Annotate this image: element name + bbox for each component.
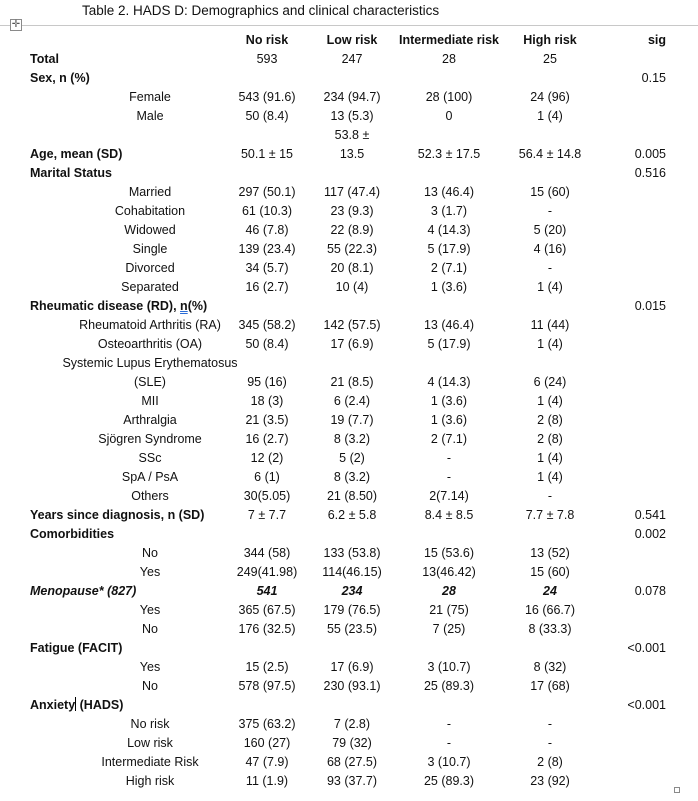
- row-label-part: (HADS): [76, 698, 124, 712]
- cell-intermediate-risk: 2 (7.1): [430, 432, 468, 446]
- cell-intermediate-risk: -: [446, 470, 452, 484]
- row-label: Yes: [139, 603, 161, 617]
- cell-high-risk: 4 (16): [533, 242, 567, 256]
- cell-intermediate-risk: 13 (46.4): [423, 318, 475, 332]
- cell-sig: <0.001: [627, 698, 666, 712]
- cell-high-risk: 24 (96): [530, 90, 570, 104]
- cell-no-risk: 7 ± 7.7: [247, 508, 287, 522]
- cell-no-risk: 50 (8.4): [245, 109, 289, 123]
- cell-no-risk: 365 (67.5): [238, 603, 296, 617]
- cell-intermediate-risk: 13(46.42): [422, 565, 476, 579]
- cell-no-risk: 34 (5.7): [245, 261, 289, 275]
- row-label: Systemic Lupus Erythematosus: [62, 356, 238, 370]
- row-label: High risk: [125, 774, 175, 788]
- cell-intermediate-risk: 5 (17.9): [427, 242, 471, 256]
- table-row: [0, 69, 698, 88]
- cell-intermediate-risk: 28 (100): [425, 90, 473, 104]
- cell-no-risk: 18 (3): [250, 394, 284, 408]
- table-row: [0, 506, 698, 525]
- cell-high-risk: 1 (4): [537, 451, 563, 465]
- cell-high-risk: 17 (68): [530, 679, 570, 693]
- cell-low-risk: 234: [341, 584, 363, 598]
- row-label-line2: (SLE): [134, 375, 166, 389]
- cell-high-risk: 11 (44): [530, 318, 570, 332]
- cell-high-risk: 13 (52): [530, 546, 570, 560]
- cell-high-risk: 2 (8): [537, 413, 563, 427]
- cell-low-risk: 53.8 ±: [334, 128, 370, 142]
- table-row: [0, 487, 698, 506]
- cell-no-risk: 15 (2.5): [245, 660, 289, 674]
- table-row: [0, 449, 698, 468]
- row-label: No: [142, 546, 158, 560]
- cell-low-risk: 20 (8.1): [330, 261, 374, 275]
- cell-low-risk: 117 (47.4): [323, 185, 381, 199]
- row-label: SSc: [138, 451, 162, 465]
- divider: [0, 25, 698, 26]
- cell-low-risk: 8 (3.2): [333, 432, 371, 446]
- row-label: Single: [132, 242, 168, 256]
- cell-low-risk: 68 (27.5): [326, 755, 378, 769]
- cell-low-risk: 55 (23.5): [326, 622, 378, 636]
- row-label: Yes: [139, 565, 161, 579]
- cell-intermediate-risk: 1 (3.6): [430, 413, 468, 427]
- table-row: [0, 620, 698, 639]
- cell-intermediate-risk: 4 (14.3): [427, 375, 471, 389]
- cell-intermediate-risk: 28: [442, 584, 456, 598]
- cell-intermediate-risk: 8.4 ± 8.5: [424, 508, 474, 522]
- cell-intermediate-risk: 1 (3.6): [430, 280, 468, 294]
- cell-sig: 0.078: [634, 584, 666, 598]
- cell-intermediate-risk: -: [446, 736, 452, 750]
- row-label-part: (%): [187, 299, 208, 313]
- spelling-flag: n: [180, 299, 188, 313]
- row-label: Sjögren Syndrome: [98, 432, 202, 446]
- cell-low-risk: 114(46.15): [322, 565, 382, 579]
- row-label: Female: [129, 90, 171, 104]
- cell-high-risk: 56.4 ± 14.8: [518, 147, 582, 161]
- row-label: Married: [128, 185, 172, 199]
- cell-intermediate-risk: 4 (14.3): [427, 223, 471, 237]
- cell-intermediate-risk: 28: [442, 52, 456, 66]
- cell-low-risk: 247: [341, 52, 363, 66]
- cell-high-risk: 8 (32): [533, 660, 567, 674]
- table-row: [0, 772, 698, 791]
- cell-no-risk: 16 (2.7): [245, 432, 289, 446]
- cell-no-risk: 6 (1): [254, 470, 280, 484]
- cell-high-risk: -: [547, 717, 553, 731]
- cell-high-risk: 1 (4): [537, 280, 563, 294]
- table-row: [0, 354, 698, 392]
- table-row: [0, 221, 698, 240]
- cell-high-risk: 7.7 ± 7.8: [525, 508, 575, 522]
- table-row: [0, 677, 698, 696]
- row-label: Age, mean (SD): [30, 147, 123, 161]
- cell-no-risk: 30(5.05): [243, 489, 291, 503]
- cell-low-risk: 10 (4): [335, 280, 369, 294]
- table-row: [0, 563, 698, 582]
- table-row: [0, 316, 698, 335]
- row-label: Sex, n (%): [30, 71, 90, 85]
- cell-sig: <0.001: [627, 641, 666, 655]
- cell-high-risk: 2 (8): [537, 755, 563, 769]
- table-row: [0, 259, 698, 278]
- cell-high-risk: 15 (60): [530, 185, 570, 199]
- table-row: [0, 639, 698, 658]
- cell-no-risk: 249(41.98): [236, 565, 298, 579]
- cell-no-risk: 12 (2): [250, 451, 284, 465]
- cell-high-risk: 1 (4): [537, 337, 563, 351]
- row-label[interactable]: [30, 696, 123, 715]
- table-row: [0, 411, 698, 430]
- cell-low-risk: 21 (8.50): [326, 489, 378, 503]
- cell-sig: 0.005: [634, 147, 666, 161]
- cell-high-risk: 1 (4): [537, 394, 563, 408]
- row-label: Comorbidities: [30, 527, 115, 541]
- cell-intermediate-risk: 1 (3.6): [430, 394, 468, 408]
- row-label: Osteoarthritis (OA): [97, 337, 203, 351]
- cell-low-risk: 179 (76.5): [323, 603, 381, 617]
- cell-low-risk: 19 (7.7): [330, 413, 374, 427]
- col-header-sig: sig: [647, 33, 666, 47]
- cell-low-risk: 5 (2): [339, 451, 365, 465]
- cell-sig: 0.516: [634, 166, 666, 180]
- cell-no-risk: 139 (23.4): [238, 242, 296, 256]
- cell-sig: 0.15: [641, 71, 666, 85]
- table-row: [0, 297, 698, 316]
- cell-high-risk: 23 (92): [530, 774, 570, 788]
- cell-intermediate-risk: -: [446, 717, 452, 731]
- cell-high-risk: 16 (66.7): [524, 603, 576, 617]
- table-row: [0, 601, 698, 620]
- table-row: [0, 164, 698, 183]
- cell-high-risk: 5 (20): [533, 223, 567, 237]
- row-label: Cohabitation: [114, 204, 186, 218]
- row-label: No: [142, 622, 158, 636]
- table-row: [0, 183, 698, 202]
- cell-high-risk: -: [547, 489, 553, 503]
- cell-low-risk: 79 (32): [332, 736, 372, 750]
- row-label: Marital Status: [30, 166, 112, 180]
- table-row: [0, 582, 698, 601]
- cell-no-risk: 47 (7.9): [245, 755, 289, 769]
- table-row: [0, 696, 698, 715]
- cell-no-risk: 95 (16): [247, 375, 287, 389]
- cell-low-risk: 133 (53.8): [323, 546, 381, 560]
- row-label-part: Anxiety: [30, 698, 76, 712]
- data-table: [0, 31, 698, 791]
- table-row: [0, 430, 698, 449]
- cell-high-risk: 1 (4): [537, 109, 563, 123]
- cell-no-risk: 593: [256, 52, 278, 66]
- row-label: [30, 297, 207, 316]
- cell-low-risk: 230 (93.1): [323, 679, 381, 693]
- cell-high-risk: 25: [543, 52, 557, 66]
- row-label: Rheumatoid Arthritis (RA): [79, 318, 221, 332]
- cell-high-risk: 15 (60): [530, 565, 570, 579]
- cell-no-risk: 11 (1.9): [245, 774, 289, 788]
- table-row: [0, 525, 698, 544]
- row-label: SpA / PsA: [121, 470, 179, 484]
- cell-intermediate-risk: 15 (53.6): [423, 546, 475, 560]
- cell-intermediate-risk: 52.3 ± 17.5: [417, 147, 481, 161]
- cell-intermediate-risk: -: [446, 451, 452, 465]
- col-header-no-risk: No risk: [245, 33, 289, 47]
- cell-no-risk: 46 (7.8): [245, 223, 289, 237]
- row-label: Others: [131, 489, 169, 503]
- table-row: [0, 658, 698, 677]
- cell-high-risk: -: [547, 261, 553, 275]
- row-label: No risk: [130, 717, 170, 731]
- cell-intermediate-risk: 21 (75): [429, 603, 469, 617]
- table-row: [0, 126, 698, 164]
- col-header-high-risk: High risk: [523, 33, 577, 47]
- table-row: [0, 278, 698, 297]
- table-resize-handle-icon[interactable]: [674, 787, 680, 793]
- row-label: Widowed: [124, 223, 176, 237]
- row-label: Arthralgia: [123, 413, 177, 427]
- table-row: [0, 715, 698, 734]
- cell-intermediate-risk: 3 (10.7): [427, 755, 471, 769]
- table-move-handle-icon[interactable]: ✛: [11, 19, 21, 30]
- cell-sig: 0.015: [634, 299, 666, 313]
- cell-low-risk: 55 (22.3): [326, 242, 378, 256]
- cell-high-risk: -: [547, 204, 553, 218]
- row-label: MII: [141, 394, 159, 408]
- cell-no-risk: 578 (97.5): [238, 679, 296, 693]
- row-label: Divorced: [125, 261, 175, 275]
- cell-low-risk: 22 (8.9): [330, 223, 374, 237]
- table-row: [0, 468, 698, 487]
- cell-no-risk: 176 (32.5): [238, 622, 296, 636]
- cell-high-risk: 24: [543, 584, 557, 598]
- cell-low-risk: 21 (8.5): [330, 375, 374, 389]
- cell-intermediate-risk: 25 (89.3): [423, 679, 475, 693]
- cell-intermediate-risk: 3 (1.7): [430, 204, 468, 218]
- cell-high-risk: 1 (4): [537, 470, 563, 484]
- cell-no-risk: 375 (63.2): [238, 717, 296, 731]
- cell-low-risk: 234 (94.7): [323, 90, 381, 104]
- table-row: [0, 202, 698, 221]
- col-header-intermediate-risk: Intermediate risk: [398, 33, 500, 47]
- table-caption: Table 2. HADS D: Demographics and clinical characteristics: [82, 3, 440, 18]
- row-label: No: [142, 679, 158, 693]
- cell-low-risk: 93 (37.7): [326, 774, 378, 788]
- cell-low-risk: 17 (6.9): [330, 660, 374, 674]
- row-label-part: Rheumatic disease (RD),: [30, 299, 181, 313]
- cell-no-risk: 297 (50.1): [238, 185, 296, 199]
- table-row: [0, 392, 698, 411]
- cell-no-risk: 541: [256, 584, 278, 598]
- cell-no-risk: 344 (58): [243, 546, 291, 560]
- cell-high-risk: 2 (8): [537, 432, 563, 446]
- row-label: Years since diagnosis, n (SD): [30, 508, 205, 522]
- row-label: Intermediate Risk: [101, 755, 199, 769]
- cell-no-risk: 160 (27): [243, 736, 291, 750]
- cell-intermediate-risk: 7 (25): [432, 622, 466, 636]
- cell-intermediate-risk: 5 (17.9): [427, 337, 471, 351]
- cell-low-risk: 6.2 ± 5.8: [327, 508, 377, 522]
- table-row: [0, 734, 698, 753]
- cell-intermediate-risk: 0: [445, 109, 453, 123]
- table-row: [0, 50, 698, 69]
- cell-intermediate-risk: 2 (7.1): [430, 261, 468, 275]
- cell-low-risk: 17 (6.9): [330, 337, 374, 351]
- cell-no-risk: 21 (3.5): [245, 413, 289, 427]
- cell-low-risk: 7 (2.8): [333, 717, 371, 731]
- row-label: Yes: [139, 660, 161, 674]
- cell-high-risk: 8 (33.3): [528, 622, 572, 636]
- row-label: Low risk: [127, 736, 173, 750]
- cell-no-risk: 16 (2.7): [245, 280, 289, 294]
- cell-high-risk: 6 (24): [533, 375, 567, 389]
- table-row: [0, 88, 698, 107]
- cell-no-risk: 50 (8.4): [245, 337, 289, 351]
- row-label: Fatigue (FACIT): [30, 641, 123, 655]
- cell-intermediate-risk: 25 (89.3): [423, 774, 475, 788]
- cell-no-risk: 50.1 ± 15: [240, 147, 294, 161]
- cell-low-risk: 23 (9.3): [330, 204, 374, 218]
- cell-high-risk: -: [547, 736, 553, 750]
- row-label: Total: [30, 52, 59, 66]
- cell-sig: 0.541: [634, 508, 666, 522]
- cell-low-risk: 6 (2.4): [333, 394, 371, 408]
- table-row: [0, 544, 698, 563]
- table-row: [0, 335, 698, 354]
- cell-low-risk: 142 (57.5): [323, 318, 381, 332]
- cell-no-risk: 345 (58.2): [238, 318, 296, 332]
- cell-intermediate-risk: 2(7.14): [429, 489, 469, 503]
- row-label: Separated: [121, 280, 179, 294]
- col-header-low-risk: Low risk: [326, 33, 378, 47]
- table-row: [0, 753, 698, 772]
- table-row: [0, 240, 698, 259]
- cell-intermediate-risk: 3 (10.7): [427, 660, 471, 674]
- cell-low-risk-line2: 13.5: [339, 147, 365, 161]
- cell-no-risk: 61 (10.3): [241, 204, 293, 218]
- cell-low-risk: 13 (5.3): [330, 109, 374, 123]
- table-row: [0, 107, 698, 126]
- header-row: [0, 31, 698, 50]
- cell-intermediate-risk: 13 (46.4): [423, 185, 475, 199]
- row-label: Male: [136, 109, 164, 123]
- cell-no-risk: 543 (91.6): [238, 90, 296, 104]
- row-label: Menopause* (827): [30, 584, 137, 598]
- cell-sig: 0.002: [634, 527, 666, 541]
- cell-low-risk: 8 (3.2): [333, 470, 371, 484]
